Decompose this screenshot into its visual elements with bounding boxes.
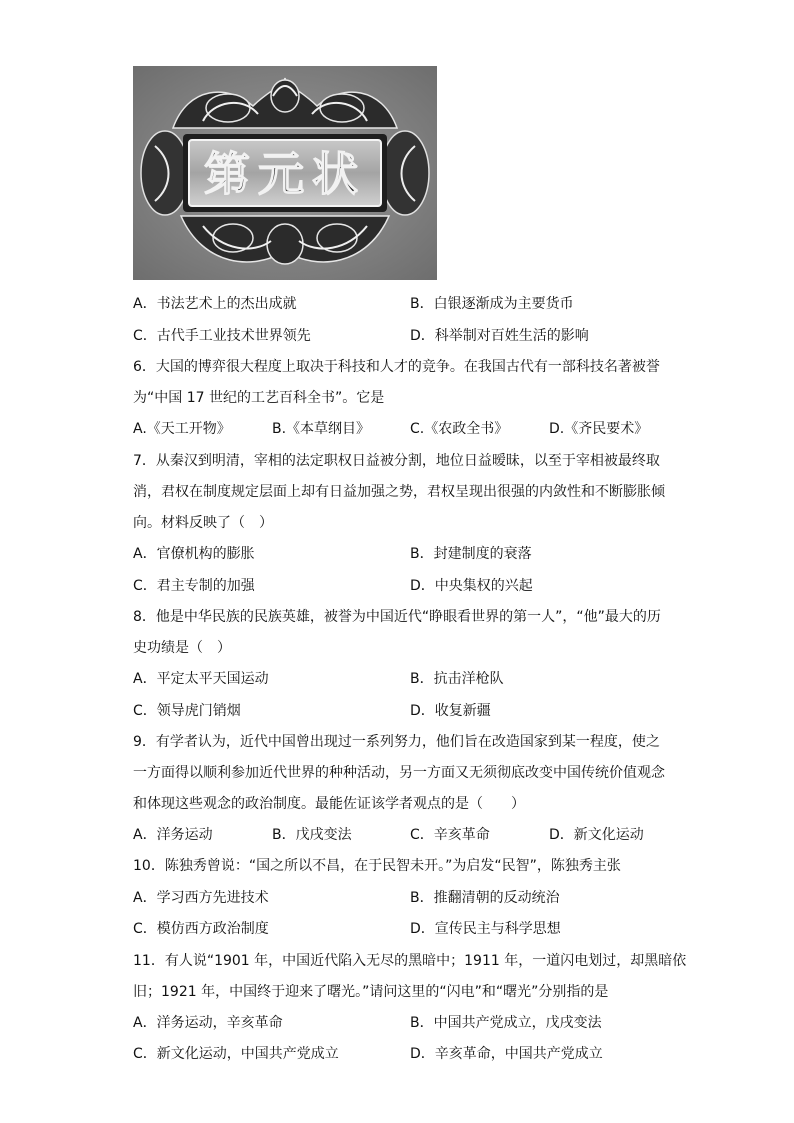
q5-option-d[interactable]: D．科举制对百姓生活的影响	[410, 328, 589, 344]
q11-option-d[interactable]: D．辛亥革命，中国共产党成立	[410, 1046, 603, 1062]
q9-stem-line-3: 和体现这些观念的政治制度。最能佐证该学者观点的是（ ）	[133, 796, 525, 812]
q7-stem-line-3: 向。材料反映了（ ）	[133, 515, 273, 531]
q10-option-c[interactable]: C．模仿西方政治制度	[133, 921, 269, 937]
q7-option-d[interactable]: D．中央集权的兴起	[410, 578, 533, 594]
q11-option-a[interactable]: A．洋务运动，辛亥革命	[133, 1015, 283, 1031]
q6-option-a[interactable]: A.《天工开物》	[133, 421, 231, 437]
zhuangyuan-plaque-image	[133, 66, 437, 280]
q5-option-c[interactable]: C．古代手工业技术世界领先	[133, 328, 311, 344]
q8-option-c[interactable]: C．领导虎门销烟	[133, 703, 241, 719]
q10-option-d[interactable]: D．宣传民主与科学思想	[410, 921, 561, 937]
q6-option-c[interactable]: C.《农政全书》	[410, 421, 509, 437]
q7-stem-line-2: 消，君权在制度规定层面上却有日益加强之势，君权呈现出很强的内敛性和不断膨胀倾	[133, 484, 665, 500]
q9-option-c[interactable]: C．辛亥革命	[410, 827, 490, 843]
q5-option-b[interactable]: B．白银逐渐成为主要货币	[410, 296, 574, 312]
q9-stem-line-1: 9．有学者认为，近代中国曾出现过一系列努力，他们旨在改造国家到某一程度，使之	[133, 734, 660, 750]
plaque-characters: 第元状	[204, 147, 366, 201]
q11-option-c[interactable]: C．新文化运动，中国共产党成立	[133, 1046, 339, 1062]
q6-option-b[interactable]: B.《本草纲目》	[272, 421, 371, 437]
q6-stem-line-1: 6．大国的博弈很大程度上取决于科技和人才的竞争。在我国古代有一部科技名著被誉	[133, 359, 660, 375]
q10-stem-line-1: 10．陈独秀曾说：“国之所以不昌，在于民智未开。”为启发“民智”，陈独秀主张	[133, 858, 621, 874]
q5-option-a[interactable]: A．书法艺术上的杰出成就	[133, 296, 297, 312]
q8-option-a[interactable]: A．平定太平天国运动	[133, 671, 269, 687]
q8-stem-line-1: 8．他是中华民族的民族英雄，被誉为中国近代“睁眼看世界的第一人”，“他”最大的历	[133, 609, 661, 625]
q8-option-b[interactable]: B．抗击洋枪队	[410, 671, 504, 687]
q6-stem-line-2: 为“中国 17 世纪的工艺百科全书”。它是	[133, 390, 385, 406]
q8-option-d[interactable]: D．收复新疆	[410, 703, 491, 719]
q7-option-c[interactable]: C．君主专制的加强	[133, 578, 255, 594]
q7-option-b[interactable]: B．封建制度的衰落	[410, 546, 532, 562]
q7-stem-line-1: 7．从秦汉到明清，宰相的法定职权日益被分割，地位日益暧昧，以至于宰相被最终取	[133, 453, 660, 469]
q11-stem-line-2: 旧；1921 年，中国终于迎来了曙光。”请问这里的“闪电”和“曙光”分别指的是	[133, 984, 609, 1000]
q9-option-a[interactable]: A．洋务运动	[133, 827, 213, 843]
q9-option-b[interactable]: B．戊戌变法	[272, 827, 352, 843]
q9-stem-line-2: 一方面得以顺利参加近代世界的种种活动，另一方面又无须彻底改变中国传统价值观念	[133, 765, 665, 781]
q11-option-b[interactable]: B．中国共产党成立，戊戌变法	[410, 1015, 602, 1031]
q9-option-d[interactable]: D．新文化运动	[549, 827, 644, 843]
q10-option-b[interactable]: B．推翻清朝的反动统治	[410, 890, 560, 906]
q7-option-a[interactable]: A．官僚机构的膨胀	[133, 546, 255, 562]
q11-stem-line-1: 11．有人说“1901 年，中国近代陷入无尽的黑暗中；1911 年，一道闪电划过，却黑暗依	[133, 953, 687, 969]
q8-stem-line-2: 史功绩是（ ）	[133, 640, 231, 656]
q10-option-a[interactable]: A．学习西方先进技术	[133, 890, 269, 906]
q6-option-d[interactable]: D.《齐民要术》	[549, 421, 649, 437]
